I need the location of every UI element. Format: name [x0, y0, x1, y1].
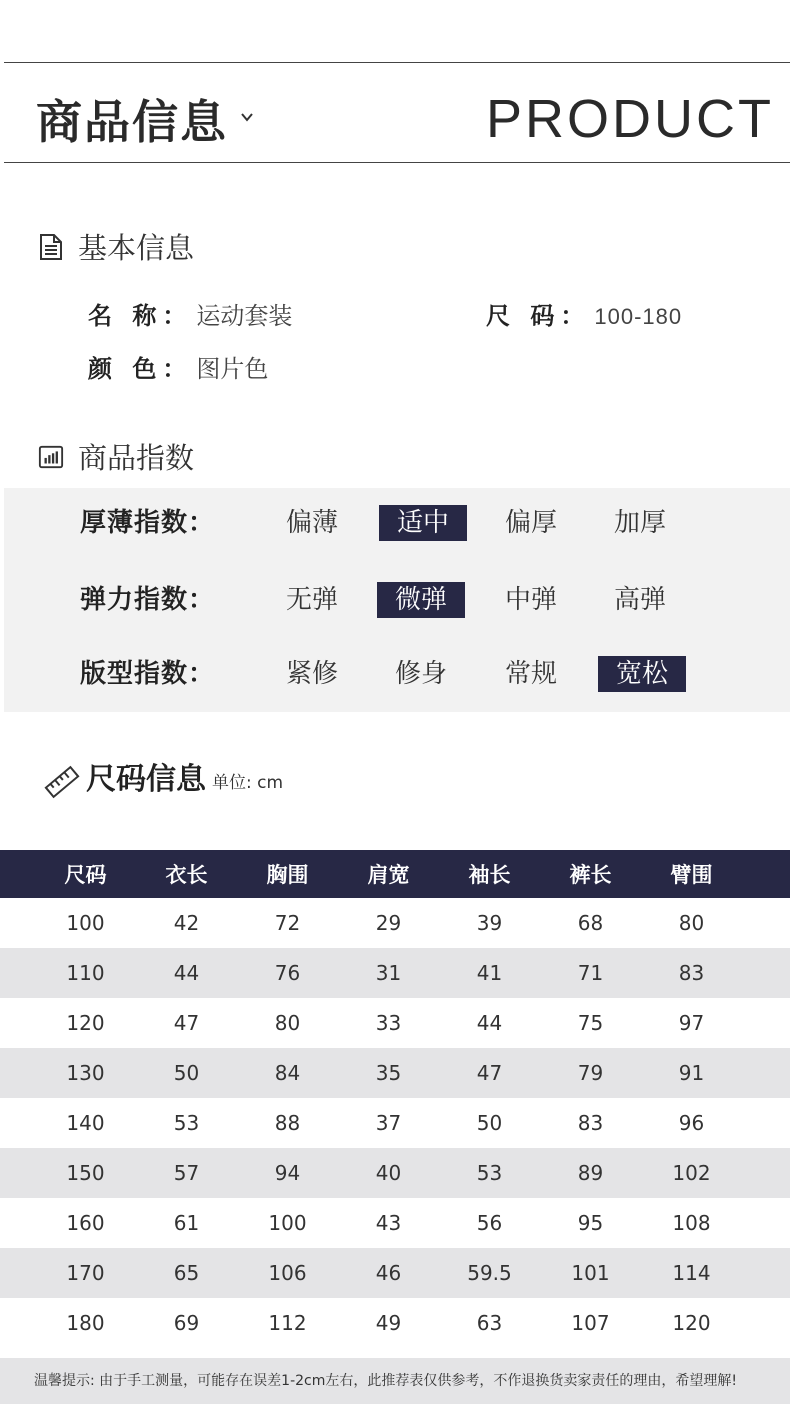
fit-option-tight: 紧修	[285, 659, 338, 689]
stretch-index-row	[4, 580, 790, 620]
thickness-index-label: 厚薄指数：	[80, 508, 216, 538]
bar-chart-icon	[38, 443, 64, 471]
table-cell: 65	[173, 1261, 200, 1285]
table-cell: 40	[375, 1161, 402, 1185]
table-cell: 94	[274, 1161, 301, 1185]
table-cell: 46	[375, 1261, 402, 1285]
table-cell: 57	[173, 1161, 200, 1185]
table-cell: 42	[173, 911, 200, 935]
table-row	[0, 898, 790, 948]
table-cell: 47	[173, 1011, 200, 1035]
size-title: 尺码信息	[86, 762, 206, 797]
table-cell: 180	[66, 1311, 105, 1335]
table-cell: 44	[173, 961, 200, 985]
fit-index-row	[4, 654, 790, 694]
info-name-value: 运动套装	[196, 302, 293, 330]
table-cell: 71	[577, 961, 604, 985]
table-row	[0, 1198, 790, 1248]
table-cell: 170	[66, 1261, 105, 1285]
table-cell: 83	[577, 1111, 604, 1135]
top-divider	[4, 62, 790, 63]
info-size-row	[486, 296, 682, 331]
table-row	[0, 948, 790, 998]
table-cell: 44	[476, 1011, 503, 1035]
basic-info-title: 基本信息	[78, 231, 195, 265]
info-name-label: 名 称：	[88, 302, 193, 330]
table-cell: 75	[577, 1011, 604, 1035]
table-row	[0, 1298, 790, 1348]
table-cell: 101	[571, 1261, 610, 1285]
table-cell: 150	[66, 1161, 105, 1185]
table-cell: 107	[571, 1311, 610, 1335]
index-title: 商品指数	[78, 441, 195, 475]
info-name-row	[88, 296, 292, 331]
basic-info-heading	[38, 226, 194, 267]
table-cell: 29	[375, 911, 402, 935]
table-cell: 80	[678, 911, 705, 935]
table-cell: 72	[274, 911, 301, 935]
table-cell: 69	[173, 1311, 200, 1335]
thickness-option-medium: 适中	[379, 505, 467, 541]
table-cell: 50	[173, 1061, 200, 1085]
stretch-option-slight: 微弹	[377, 582, 465, 618]
table-cell: 89	[577, 1161, 604, 1185]
table-cell: 160	[66, 1211, 105, 1235]
fit-option-regular: 常规	[504, 659, 557, 689]
table-row	[0, 1148, 790, 1198]
header-arm: 臂围	[670, 863, 713, 887]
fit-option-slim: 修身	[394, 659, 447, 689]
table-cell: 41	[476, 961, 503, 985]
table-cell: 56	[476, 1211, 503, 1235]
document-icon	[38, 233, 64, 261]
table-cell: 100	[66, 911, 105, 935]
thickness-option-thin: 偏薄	[285, 508, 338, 538]
table-cell: 53	[476, 1161, 503, 1185]
header-pants-length: 裤长	[569, 863, 612, 887]
table-cell: 108	[672, 1211, 711, 1235]
table-cell: 120	[672, 1311, 711, 1335]
table-cell: 95	[577, 1211, 604, 1235]
thickness-option-thick: 偏厚	[504, 508, 557, 538]
size-unit: 单位: cm	[212, 773, 284, 793]
chevron-down-icon[interactable]	[240, 110, 254, 124]
table-cell: 61	[173, 1211, 200, 1235]
table-cell: 83	[678, 961, 705, 985]
table-cell: 33	[375, 1011, 402, 1035]
table-cell: 35	[375, 1061, 402, 1085]
header-chest: 胸围	[266, 863, 309, 887]
table-cell: 80	[274, 1011, 301, 1035]
brand-wordmark: PRODUCT	[486, 89, 774, 149]
table-cell: 49	[375, 1311, 402, 1335]
table-row	[0, 1048, 790, 1098]
table-cell: 114	[672, 1261, 711, 1285]
table-cell: 37	[375, 1111, 402, 1135]
table-cell: 88	[274, 1111, 301, 1135]
table-cell: 110	[66, 961, 105, 985]
fit-index-label: 版型指数：	[80, 659, 216, 689]
table-cell: 43	[375, 1211, 402, 1235]
table-cell: 50	[476, 1111, 503, 1135]
table-cell: 59.5	[467, 1261, 512, 1285]
fit-option-loose: 宽松	[598, 656, 686, 692]
stretch-option-none: 无弹	[285, 585, 338, 615]
table-cell: 31	[375, 961, 402, 985]
info-size-value: 100-180	[594, 304, 683, 329]
ruler-icon	[44, 764, 80, 800]
stretch-index-label: 弹力指数：	[80, 585, 216, 615]
table-cell: 53	[173, 1111, 200, 1135]
info-color-label: 颜 色：	[88, 355, 193, 383]
table-cell: 84	[274, 1061, 301, 1085]
table-cell: 47	[476, 1061, 503, 1085]
table-row	[0, 998, 790, 1048]
table-header	[0, 850, 790, 898]
size-heading	[44, 760, 283, 800]
index-panel	[4, 488, 790, 712]
header-size: 尺码	[64, 863, 107, 887]
table-cell: 112	[268, 1311, 307, 1335]
table-cell: 79	[577, 1061, 604, 1085]
table-cell: 97	[678, 1011, 705, 1035]
table-cell: 102	[672, 1161, 711, 1185]
page-title: 商品信息	[36, 95, 228, 149]
table-cell: 130	[66, 1061, 105, 1085]
table-cell: 39	[476, 911, 503, 935]
index-heading	[38, 436, 194, 477]
table-cell: 63	[476, 1311, 503, 1335]
measurement-note: 温馨提示: 由于手工测量，可能存在误差1-2cm左右，此推荐表仅供参考，不作退换货卖家责任的理由，希望理解!	[0, 1358, 790, 1404]
size-table	[0, 850, 790, 1348]
table-cell: 106	[268, 1261, 307, 1285]
table-cell: 140	[66, 1111, 105, 1135]
header-length: 衣长	[165, 863, 208, 887]
table-row	[0, 1248, 790, 1298]
table-cell: 120	[66, 1011, 105, 1035]
header-divider	[4, 162, 790, 163]
thickness-index-row	[4, 503, 790, 543]
table-cell: 68	[577, 911, 604, 935]
table-cell: 91	[678, 1061, 705, 1085]
thickness-option-extra-thick: 加厚	[613, 508, 666, 538]
table-cell: 76	[274, 961, 301, 985]
info-color-row	[88, 349, 268, 384]
header-shoulder: 肩宽	[367, 863, 410, 887]
table-cell: 100	[268, 1211, 307, 1235]
table-cell: 96	[678, 1111, 705, 1135]
table-row	[0, 1098, 790, 1148]
stretch-option-high: 高弹	[613, 585, 666, 615]
info-size-label: 尺 码：	[486, 302, 591, 330]
info-color-value: 图片色	[196, 355, 269, 383]
stretch-option-medium: 中弹	[504, 585, 557, 615]
header-sleeve: 袖长	[468, 863, 511, 887]
